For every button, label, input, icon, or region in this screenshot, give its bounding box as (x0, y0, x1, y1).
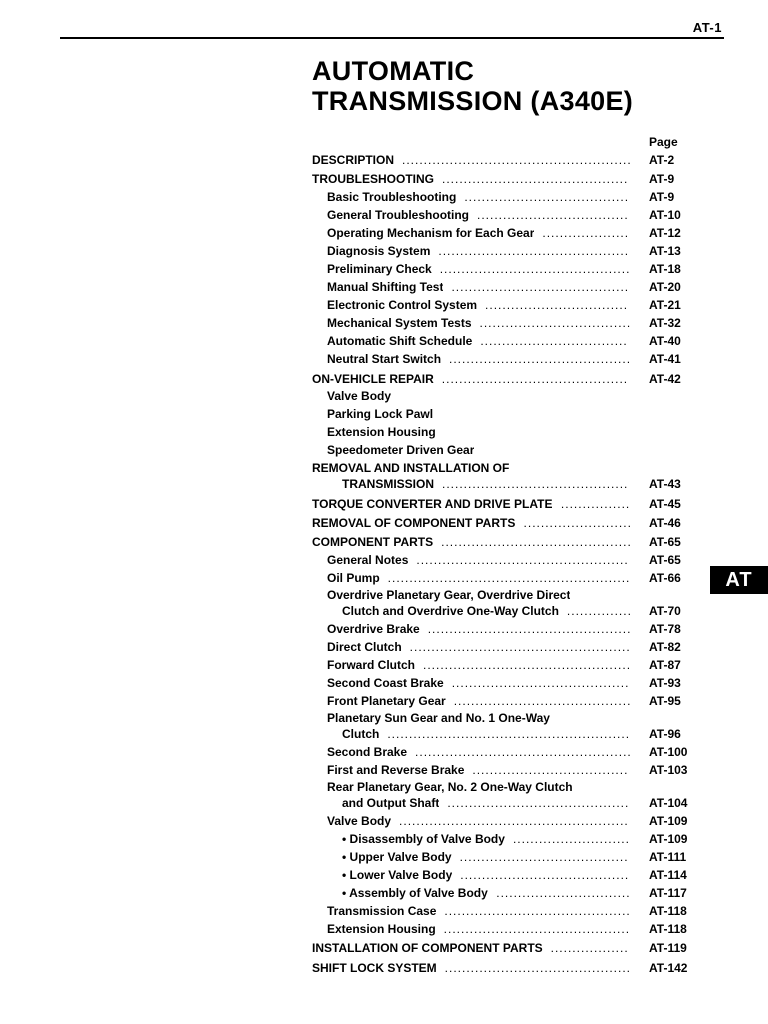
toc-leader-dots: ............................................ (439, 262, 631, 276)
toc-entry-title: Second Brake (327, 745, 408, 759)
toc-entry-title: • Upper Valve Body (342, 850, 452, 864)
toc-entry[interactable] (312, 316, 702, 332)
toc-entry-page: AT-109 (649, 814, 688, 828)
toc-entry-title: Valve Body (327, 389, 392, 403)
toc-entry-page: AT-41 (649, 352, 681, 366)
toc-entry[interactable] (312, 389, 702, 405)
toc-entry-page: AT-111 (649, 850, 687, 864)
toc-entry[interactable] (312, 425, 702, 441)
toc-entry[interactable] (312, 461, 702, 477)
toc-entry[interactable] (312, 814, 702, 830)
toc-entry[interactable] (312, 868, 702, 884)
toc-entry-title: DESCRIPTION (312, 153, 395, 167)
toc-leader-dots: ........................................... (441, 172, 629, 186)
toc-leader-dots: ......................................... (451, 676, 630, 690)
toc-entry[interactable] (312, 407, 702, 423)
toc-leader-dots: ........................................... (444, 904, 631, 918)
toc-leader-dots: .................... (542, 226, 630, 240)
toc-entry[interactable] (312, 298, 702, 314)
toc-entry[interactable] (312, 763, 702, 779)
toc-entry[interactable] (312, 477, 702, 493)
toc-entry-title: Clutch (342, 727, 380, 741)
toc-entry[interactable] (312, 571, 702, 587)
toc-entry-page: AT-100 (649, 745, 688, 759)
toc-entry-page: AT-10 (649, 208, 681, 222)
toc-entry[interactable] (312, 832, 702, 848)
toc-leader-dots: .................................... (472, 763, 629, 777)
toc-entry[interactable] (312, 553, 702, 569)
toc-leader-dots: ..................................................... (399, 814, 629, 828)
toc-leader-dots: .................................................. (415, 745, 632, 759)
toc-leader-dots: ................................................... (409, 640, 631, 654)
toc-entry[interactable] (312, 961, 702, 977)
toc-entry-page: AT-20 (649, 280, 681, 294)
toc-entry-page: AT-40 (649, 334, 681, 348)
toc-entry[interactable] (312, 190, 702, 206)
toc-entry[interactable] (312, 796, 702, 812)
toc-entry-title: First and Reverse Brake (327, 763, 465, 777)
header-rule (60, 37, 724, 39)
toc-entry-title: and Output Shaft (342, 796, 440, 810)
toc-entry-title: REMOVAL OF COMPONENT PARTS (312, 516, 516, 530)
toc-entry-title: Planetary Sun Gear and No. 1 One-Way (327, 711, 550, 725)
toc-entry-title: Extension Housing (327, 922, 436, 936)
toc-leader-dots: ........................................................ (387, 571, 631, 585)
document-title (312, 56, 732, 116)
toc-entry-title: Forward Clutch (327, 658, 416, 672)
toc-entry-page: AT-117 (649, 886, 687, 900)
toc-leader-dots: ............................... (496, 886, 631, 900)
toc-leader-dots: ............................................... (427, 622, 632, 636)
toc-entry[interactable] (312, 850, 702, 866)
toc-leader-dots: ......................................... (453, 694, 632, 708)
toc-entry-title: Front Planetary Gear (327, 694, 446, 708)
toc-leader-dots: ........................................... (442, 477, 629, 491)
toc-entry[interactable] (312, 676, 702, 692)
toc-entry-title: Valve Body (327, 814, 392, 828)
toc-entry-title: Operating Mechanism for Each Gear (327, 226, 535, 240)
toc-entry-title: Neutral Start Switch (327, 352, 442, 366)
toc-leader-dots: ....................................... (460, 868, 630, 882)
toc-leader-dots: ..................................................... (402, 153, 632, 167)
toc-entry-page: AT-87 (649, 658, 681, 672)
toc-entry-page: AT-13 (649, 244, 681, 258)
toc-entry[interactable] (312, 711, 702, 727)
toc-leader-dots: ............... (566, 604, 632, 618)
toc-entry-page: AT-93 (649, 676, 681, 690)
toc-leader-dots: .................. (550, 941, 629, 955)
toc-leader-dots: ...................................... (464, 190, 630, 204)
toc-entry-title: TORQUE CONVERTER AND DRIVE PLATE (312, 497, 553, 511)
toc-entry[interactable] (312, 622, 702, 638)
toc-leader-dots: ................ (560, 497, 631, 511)
toc-entry-page: AT-9 (649, 190, 675, 204)
toc-entry[interactable] (312, 372, 702, 388)
toc-entry-title: • Disassembly of Valve Body (342, 832, 505, 846)
toc-entry-title: • Lower Valve Body (342, 868, 453, 882)
toc-entry-title: Speedometer Driven Gear (327, 443, 475, 457)
toc-entry-title: TROUBLESHOOTING (312, 172, 434, 186)
toc-leader-dots: ....................................... (459, 850, 629, 864)
toc-entry-title: General Notes (327, 553, 409, 567)
toc-entry-page: AT-9 (649, 172, 675, 186)
toc-entry-page: AT-32 (649, 316, 681, 330)
toc-entry-page: AT-42 (649, 372, 681, 386)
toc-entry-page: AT-45 (649, 497, 681, 511)
toc-entry-title: General Troubleshooting (327, 208, 470, 222)
toc-entry-title: Parking Lock Pawl (327, 407, 434, 421)
toc-entry-title: REMOVAL AND INSTALLATION OF (312, 461, 510, 475)
toc-entry[interactable] (312, 640, 702, 656)
toc-entry-title: Rear Planetary Gear, No. 2 One-Way Clutch (327, 780, 573, 794)
toc-entry-title: • Assembly of Valve Body (342, 886, 488, 900)
toc-entry[interactable] (312, 153, 702, 169)
toc-entry[interactable] (312, 904, 702, 920)
toc-entry-page: AT-78 (649, 622, 681, 636)
toc-entry-page: AT-12 (649, 226, 681, 240)
toc-leader-dots: ......................................... (451, 280, 630, 294)
toc-entry[interactable] (312, 658, 702, 674)
toc-entry-title: Mechanical System Tests (327, 316, 472, 330)
toc-entry-page: AT-96 (649, 727, 681, 741)
toc-entry-title: Overdrive Brake (327, 622, 420, 636)
toc-entry-page: AT-95 (649, 694, 681, 708)
toc-entry[interactable] (312, 516, 702, 532)
toc-entry[interactable] (312, 244, 702, 260)
toc-entry[interactable] (312, 280, 702, 296)
toc-entry-title: Automatic Shift Schedule (327, 334, 473, 348)
toc-entry-title: Basic Troubleshooting (327, 190, 457, 204)
toc-entry-title: ON-VEHICLE REPAIR (312, 372, 434, 386)
title-line-1: AUTOMATIC (312, 56, 475, 86)
toc-entry-page: AT-118 (649, 922, 687, 936)
toc-entry-page: AT-65 (649, 535, 681, 549)
toc-entry[interactable] (312, 745, 702, 761)
toc-entry-page: AT-65 (649, 553, 681, 567)
toc-entry-title: Electronic Control System (327, 298, 478, 312)
toc-leader-dots: ........................................... (443, 922, 631, 936)
toc-leader-dots: ........................................................ (387, 727, 631, 741)
toc-leader-dots: ................................................. (416, 553, 629, 567)
toc-entry-title: Oil Pump (327, 571, 380, 585)
toc-entry-page: AT-21 (649, 298, 681, 312)
toc-leader-dots: ........................................... (444, 961, 632, 975)
toc-leader-dots: ............................................ (438, 244, 630, 258)
toc-entry[interactable] (312, 941, 702, 957)
toc-entry[interactable] (312, 443, 702, 459)
toc-entry-title: Preliminary Check (327, 262, 432, 276)
toc-entry[interactable] (312, 780, 702, 796)
toc-entry-page: AT-70 (649, 604, 681, 618)
toc-entry[interactable] (312, 334, 702, 350)
toc-entry-page: AT-46 (649, 516, 681, 530)
toc-entry-page: AT-114 (649, 868, 687, 882)
toc-leader-dots: ................................... (479, 316, 632, 330)
toc-entry-title: Second Coast Brake (327, 676, 444, 690)
toc-entry[interactable] (312, 604, 702, 620)
toc-entry-title: Extension Housing (327, 425, 436, 439)
toc-leader-dots: ............................................ (441, 535, 632, 549)
toc-entry-page: AT-104 (649, 796, 688, 810)
page-number: AT-1 (692, 20, 722, 35)
toc-leader-dots: ........................... (512, 832, 630, 846)
toc-entry-page: AT-18 (649, 262, 681, 276)
toc-leader-dots: .......................................... (449, 352, 632, 366)
page-column-header: Page (649, 135, 678, 149)
toc-entry-page: AT-118 (649, 904, 687, 918)
toc-entry-page: AT-2 (649, 153, 675, 167)
toc-entry[interactable] (312, 497, 702, 513)
toc-leader-dots: ......................... (523, 516, 632, 530)
toc-entry-title: COMPONENT PARTS (312, 535, 434, 549)
toc-entry-page: AT-43 (649, 477, 681, 491)
toc-entry-title: Overdrive Planetary Gear, Overdrive Direct (327, 588, 571, 602)
toc-entry-page: AT-66 (649, 571, 681, 585)
toc-entry-title: SHIFT LOCK SYSTEM (312, 961, 437, 975)
toc-entry[interactable] (312, 172, 702, 188)
toc-entry[interactable] (312, 262, 702, 278)
toc-leader-dots: ................................... (477, 208, 629, 222)
toc-entry[interactable] (312, 226, 702, 242)
toc-leader-dots: .................................. (480, 334, 628, 348)
toc-entry-page: AT-119 (649, 941, 687, 955)
toc-entry-title: TRANSMISSION (342, 477, 435, 491)
toc-entry[interactable] (312, 886, 702, 902)
toc-leader-dots: ................................. (485, 298, 629, 312)
toc-entry-page: AT-103 (649, 763, 688, 777)
toc-entry[interactable] (312, 727, 702, 743)
toc-entry-page: AT-142 (649, 961, 688, 975)
toc-entry-title: INSTALLATION OF COMPONENT PARTS (312, 941, 543, 955)
toc-entry-page: AT-109 (649, 832, 688, 846)
toc-entry[interactable] (312, 588, 702, 604)
toc-entry-title: Direct Clutch (327, 640, 402, 654)
toc-entry[interactable] (312, 922, 702, 938)
toc-entry[interactable] (312, 535, 702, 551)
toc-entry[interactable] (312, 694, 702, 710)
toc-leader-dots: .......................................... (447, 796, 630, 810)
title-line-2: TRANSMISSION (A340E) (312, 86, 634, 116)
toc-entry-title: Clutch and Overdrive One-Way Clutch (342, 604, 559, 618)
toc-entry[interactable] (312, 208, 702, 224)
toc-entry-title: Transmission Case (327, 904, 437, 918)
section-tab[interactable]: AT (710, 566, 768, 594)
toc-entry-title: Diagnosis System (327, 244, 431, 258)
toc-entry-page: AT-82 (649, 640, 681, 654)
toc-leader-dots: ................................................ (423, 658, 632, 672)
toc-leader-dots: ........................................... (441, 372, 629, 386)
toc-entry[interactable] (312, 352, 702, 368)
toc-entry-title: Manual Shifting Test (327, 280, 444, 294)
page-header (0, 0, 768, 40)
